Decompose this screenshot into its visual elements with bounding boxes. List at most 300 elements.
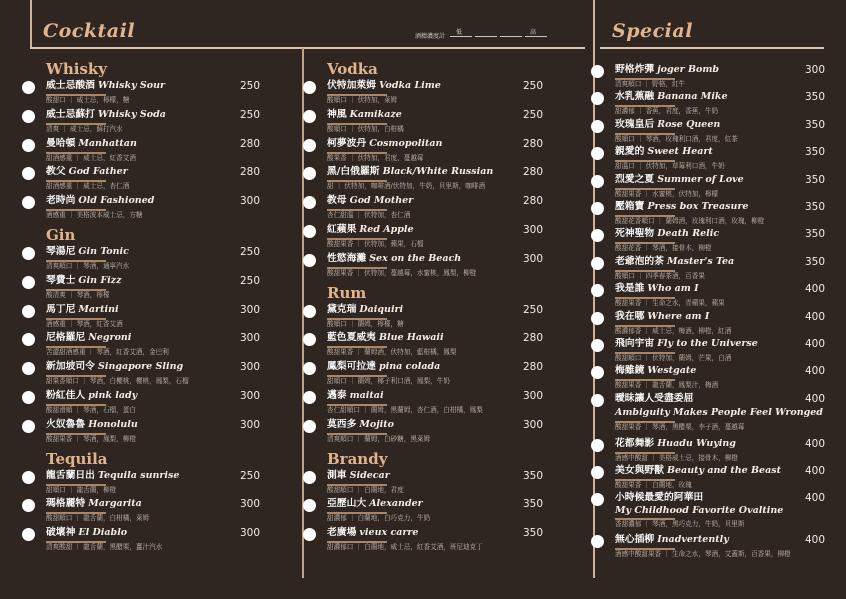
strength-scale-line-1 bbox=[450, 36, 472, 37]
item-name-en: Vodka Lime bbox=[378, 80, 441, 91]
menu-item bbox=[327, 253, 567, 282]
item-price: 400 bbox=[805, 283, 826, 296]
item-name-en: Sweet Heart bbox=[647, 146, 713, 158]
item-desc: 酸甜口 ｜ 威士忌，檸檬，糖 bbox=[46, 96, 130, 104]
item-name-en: Banana Mike bbox=[657, 91, 728, 103]
item-price: 300 bbox=[523, 418, 544, 431]
item-desc: 酸甜順口 ｜ 白蘭地，君度 bbox=[327, 485, 404, 494]
item-name-en: Master's Tea bbox=[666, 255, 735, 267]
item-name-en: Negroni bbox=[88, 332, 132, 344]
item-price: 300 bbox=[523, 252, 544, 265]
menu-item bbox=[327, 109, 567, 138]
menu-item bbox=[615, 465, 845, 492]
bullet-dot bbox=[591, 147, 604, 160]
bullet-dot bbox=[591, 175, 604, 188]
menu-item bbox=[615, 338, 845, 365]
item-name-en: Martini bbox=[78, 303, 119, 315]
item-name-zh: 老廣場 bbox=[327, 527, 357, 539]
item-name-zh: 琴費士 bbox=[46, 274, 76, 286]
menu-item bbox=[46, 80, 286, 109]
bullet-dot bbox=[591, 439, 604, 452]
section-title-whisky: Whisky bbox=[46, 60, 108, 78]
item-name-zh: 威士忌蘇打 bbox=[46, 108, 95, 120]
item-name-en: Rose Queen bbox=[657, 118, 721, 130]
item-desc: 甜順口 ｜ 龍舌蘭，柳橙 bbox=[46, 485, 117, 494]
item-desc: 清爽酸甜 ｜ 龍舌蘭，黑醋栗，薑汁汽水 bbox=[46, 543, 163, 552]
bullet-dot bbox=[591, 65, 604, 78]
bullet-dot bbox=[591, 394, 604, 407]
strength-scale-line-4 bbox=[525, 36, 547, 37]
item-price: 250 bbox=[523, 80, 544, 92]
item-desc: 酸甜果香 ｜ 白蘭地，玫瑰 bbox=[615, 481, 692, 490]
item-name-en: maitai bbox=[349, 389, 384, 401]
item-price: 300 bbox=[240, 389, 261, 402]
item-price: 350 bbox=[805, 228, 826, 241]
bullet-dot bbox=[22, 110, 35, 123]
item-name-zh: 琴湯尼 bbox=[46, 245, 76, 257]
menu-item bbox=[46, 275, 286, 304]
left-vertical-rule bbox=[30, 0, 32, 48]
bullet-dot bbox=[591, 535, 604, 548]
menu-item bbox=[615, 256, 845, 283]
item-desc: 甜酒感重 ｜ 威士忌，紅香艾酒 bbox=[46, 153, 136, 162]
column-whisky-gin-tequila bbox=[46, 60, 286, 556]
menu-item bbox=[46, 332, 286, 361]
item-price: 300 bbox=[240, 527, 261, 540]
item-name-zh: 鳳梨可拉達 bbox=[327, 361, 376, 373]
item-name-zh: 亞歷山大 bbox=[327, 498, 367, 510]
item-desc: 甜濃郁 ｜ 白蘭地，白巧克力，牛奶 bbox=[327, 514, 431, 523]
item-price: 250 bbox=[523, 108, 544, 121]
item-price: 350 bbox=[523, 469, 544, 482]
item-name-en: Who am I bbox=[647, 283, 699, 295]
bullet-dot bbox=[303, 391, 316, 404]
menu-item bbox=[46, 470, 286, 499]
section-brandy bbox=[327, 450, 567, 556]
cocktail-header-rule bbox=[30, 47, 585, 49]
item-price: 350 bbox=[523, 527, 544, 540]
bullet-dot bbox=[303, 499, 316, 512]
bullet-dot bbox=[22, 247, 35, 260]
bullet-dot bbox=[303, 528, 316, 541]
item-name-en: Huadu Wuying bbox=[657, 437, 736, 449]
menu-item bbox=[46, 138, 286, 167]
item-name-zh: 黛克瑞 bbox=[327, 303, 357, 315]
menu-item bbox=[327, 166, 567, 195]
bullet-dot bbox=[22, 305, 35, 318]
bullet-dot bbox=[303, 420, 316, 433]
bullet-dot bbox=[303, 362, 316, 375]
menu-item bbox=[615, 438, 845, 465]
item-name-en: Westgate bbox=[647, 365, 697, 377]
item-name-zh: 壓箱寶 bbox=[615, 200, 645, 212]
item-desc: 甜溫口 ｜ 伏特加，草莓利口酒，牛奶 bbox=[615, 162, 725, 171]
strength-scale-line-3 bbox=[500, 36, 522, 37]
bullet-dot bbox=[22, 333, 35, 346]
item-name-en: Honolulu bbox=[88, 418, 138, 430]
item-desc: 酸甜果香 ｜ 伏特加，蔓越莓，水蜜桃，鳳梨，柳橙 bbox=[327, 268, 477, 277]
menu-item bbox=[615, 119, 845, 146]
item-name-zh: 老爺泡的茶 bbox=[615, 255, 664, 267]
menu-item bbox=[46, 419, 286, 448]
item-desc: 酸甜花香順口 ｜ 蘭姆酒，玫瑰利口酒，玫瑰，柳橙 bbox=[615, 216, 765, 225]
item-name-en: Blue Hawaii bbox=[378, 332, 444, 344]
bullet-dot bbox=[591, 312, 604, 325]
item-desc: 甜濃郁口 ｜ 白蘭地，威士忌，紅香艾酒，班尼迪克丁 bbox=[327, 543, 483, 552]
item-name-en: Beauty and the Beast bbox=[666, 465, 781, 477]
menu-item bbox=[615, 283, 845, 310]
menu-item bbox=[615, 492, 845, 534]
menu-item bbox=[615, 228, 845, 255]
item-desc: 酸甜果香 ｜ 琴酒，黑醋栗，李子酒，蔓越莓 bbox=[615, 422, 745, 431]
menu-item bbox=[327, 390, 567, 419]
item-price: 350 bbox=[805, 200, 826, 213]
item-name-zh: 威士忌酸酒 bbox=[46, 80, 95, 91]
item-desc: 酒感重 ｜ 琴酒，紅香艾酒 bbox=[46, 319, 123, 328]
item-price: 350 bbox=[805, 91, 826, 104]
bullet-dot bbox=[303, 254, 316, 267]
item-price: 400 bbox=[805, 437, 826, 450]
item-desc: 酸甜果香 ｜ 生命之水，青蘋果，蘋果 bbox=[615, 299, 725, 308]
bullet-dot bbox=[22, 139, 35, 152]
special-title: Special bbox=[612, 20, 693, 42]
item-desc: 酸甜果香 ｜ 蘭姆酒，伏特加，藍柑橘，鳳梨 bbox=[327, 348, 457, 357]
item-name-zh: 我在哪 bbox=[615, 310, 645, 322]
item-price: 350 bbox=[805, 173, 826, 186]
menu-item bbox=[615, 201, 845, 228]
item-price: 280 bbox=[523, 137, 544, 150]
item-price: 400 bbox=[805, 465, 826, 478]
item-name-en: joger Bomb bbox=[657, 64, 720, 75]
item-name-en: pina colada bbox=[378, 361, 441, 373]
menu-item bbox=[46, 195, 286, 224]
item-name-zh: 教母 bbox=[327, 195, 347, 207]
item-name-en: Kamikaze bbox=[349, 108, 402, 120]
item-price: 400 bbox=[805, 337, 826, 350]
item-name-zh: 紅蘋果 bbox=[327, 223, 357, 235]
item-name-zh: 破壞神 bbox=[46, 527, 76, 539]
item-name-zh: 火奴魯魯 bbox=[46, 418, 86, 430]
column-special bbox=[615, 64, 845, 562]
item-name-zh: 小時候最愛的阿華田 bbox=[615, 492, 704, 504]
section-title-brandy: Brandy bbox=[327, 449, 388, 468]
item-price: 300 bbox=[240, 195, 261, 208]
section-rum bbox=[327, 284, 567, 448]
item-price: 350 bbox=[523, 498, 544, 511]
item-name-zh: 龍舌蘭日出 bbox=[46, 469, 95, 481]
item-price: 350 bbox=[805, 118, 826, 131]
item-price: 400 bbox=[805, 310, 826, 323]
item-name-en: Sex on the Beach bbox=[369, 252, 462, 264]
menu-item bbox=[327, 80, 567, 109]
item-name-zh: 藍色夏威夷 bbox=[327, 332, 376, 344]
menu-item bbox=[46, 498, 286, 527]
item-desc: 酸順口 ｜ 四季春茶酒，百香果 bbox=[615, 271, 705, 280]
bullet-dot bbox=[591, 339, 604, 352]
item-desc: 酸甜順口 ｜ 伏特加，蘭姆，芒果，白酒 bbox=[615, 353, 732, 362]
bullet-dot bbox=[303, 110, 316, 123]
strength-scale-line-2 bbox=[475, 36, 497, 37]
menu-item bbox=[615, 393, 845, 438]
item-price: 300 bbox=[523, 389, 544, 402]
item-name-en: Singapore Sling bbox=[97, 361, 184, 373]
item-name-en: Gin Fizz bbox=[78, 274, 122, 286]
item-name-en: God Mother bbox=[349, 195, 414, 207]
menu-item bbox=[327, 138, 567, 167]
section-title-gin: Gin bbox=[46, 225, 76, 244]
item-name-zh: 性慾海灘 bbox=[327, 252, 367, 264]
menu-item bbox=[327, 224, 567, 253]
item-name-en: El Diablo bbox=[78, 527, 128, 539]
item-price: 350 bbox=[805, 255, 826, 268]
item-price: 250 bbox=[240, 80, 261, 92]
item-name-zh: 測車 bbox=[327, 469, 347, 481]
item-desc: 杏仁甜順口 ｜ 蘭姆，黑蘭姆，杏仁酒，白柑橘，鳳梨 bbox=[327, 405, 483, 414]
bullet-dot bbox=[591, 284, 604, 297]
bullet-dot bbox=[591, 92, 604, 105]
item-desc: 酸甜果香 ｜ 伏特加，蘋果，石榴 bbox=[327, 239, 424, 248]
item-desc: 酸順口 ｜ 伏特加，萊姆 bbox=[327, 96, 398, 104]
menu-item bbox=[615, 91, 845, 118]
item-name-zh: 尼格羅尼 bbox=[46, 332, 86, 344]
menu-item bbox=[327, 195, 567, 224]
section-title-vodka: Vodka bbox=[327, 60, 378, 78]
item-desc: 清爽順口 ｜ 琴酒，通寧汽水 bbox=[46, 261, 130, 270]
menu-item bbox=[46, 304, 286, 333]
item-name-zh: 老時尚 bbox=[46, 195, 76, 207]
item-desc: 杏仁甜溫 ｜ 伏特加，杏仁酒 bbox=[327, 211, 411, 220]
menu-item bbox=[46, 527, 286, 556]
item-price: 400 bbox=[805, 492, 826, 505]
bullet-dot bbox=[591, 366, 604, 379]
bullet-dot bbox=[591, 257, 604, 270]
item-price: 350 bbox=[805, 146, 826, 159]
item-price: 280 bbox=[523, 361, 544, 374]
bullet-dot bbox=[591, 120, 604, 133]
item-desc: 清爽順口 ｜ 蘭姆，白砂糖，黑萊姆 bbox=[327, 434, 431, 443]
item-price: 280 bbox=[523, 195, 544, 208]
item-name-zh: 飛向宇宙 bbox=[615, 337, 655, 349]
item-name-en: Manhattan bbox=[78, 137, 137, 149]
item-name-zh: 伏特加萊姆 bbox=[327, 80, 376, 91]
item-name-zh: 美女與野獸 bbox=[615, 465, 664, 477]
section-tequila bbox=[46, 450, 286, 556]
bullet-dot bbox=[22, 196, 35, 209]
item-desc: 酒感重 ｜ 美格波本威士忌，方糖 bbox=[46, 211, 143, 220]
item-name-zh: 我是誰 bbox=[615, 283, 645, 295]
item-desc: 酸甜果香 ｜ 龍舌蘭，鳳梨汁，梅酒 bbox=[615, 381, 719, 390]
item-desc: 清爽 ｜ 威士忌，蘇打汽水 bbox=[46, 124, 123, 133]
item-desc: 酸果香 ｜ 伏特加，君度，蔓越莓 bbox=[327, 153, 424, 162]
item-price: 300 bbox=[240, 498, 261, 511]
item-name-en: Alexander bbox=[369, 498, 423, 510]
item-desc: 甜順口 ｜ 蘭姆，椰子利口酒，鳳梨，牛奶 bbox=[327, 377, 450, 386]
section-title-tequila: Tequila bbox=[46, 449, 108, 468]
item-name-en: Old Fashioned bbox=[78, 195, 155, 207]
item-name-en: pink lady bbox=[88, 389, 138, 401]
item-desc: 甜果香順口 ｜ 琴酒，白櫻桃，櫻桃，鳳梨，石榴 bbox=[46, 377, 189, 386]
menu-item bbox=[615, 64, 845, 91]
item-desc: 甜酒感重 ｜ 威士忌，杏仁酒 bbox=[46, 182, 130, 191]
item-desc: 酸清爽 ｜ 琴酒，檸檬 bbox=[46, 290, 110, 299]
item-desc: 苦澀甜酒感重 ｜ 琴酒，紅香艾酒，金巴利 bbox=[46, 348, 169, 357]
item-desc: 酸甜順口 ｜ 龍舌蘭，白柑橘，萊姆 bbox=[46, 514, 150, 523]
item-name-en: Daiquiri bbox=[359, 303, 404, 315]
item-name-zh: 烈愛之夏 bbox=[615, 173, 655, 185]
special-header-rule bbox=[600, 47, 824, 49]
menu-item bbox=[615, 311, 845, 338]
item-name-en: Press box Treasure bbox=[647, 200, 749, 212]
item-price: 250 bbox=[240, 469, 261, 482]
menu-item bbox=[615, 534, 845, 561]
item-price: 280 bbox=[523, 332, 544, 345]
item-price: 280 bbox=[240, 166, 261, 179]
menu-item bbox=[327, 470, 567, 499]
section-title-rum: Rum bbox=[327, 283, 367, 302]
item-name-en: Sidecar bbox=[349, 469, 390, 481]
bullet-dot bbox=[303, 167, 316, 180]
item-name-zh: 柯夢波丹 bbox=[327, 137, 367, 149]
strength-high: 高 bbox=[530, 29, 537, 36]
item-name-en: Gin Tonic bbox=[78, 245, 129, 257]
item-desc: 甜 ｜ 伏特加，咖啡酒/伏特加，牛奶，貝里斯，咖啡酒 bbox=[327, 182, 486, 191]
menu-item bbox=[615, 146, 845, 173]
item-name-zh: 黑/白俄羅斯 bbox=[327, 166, 380, 178]
item-name-zh: 花都舞影 bbox=[615, 437, 655, 449]
bullet-dot bbox=[22, 420, 35, 433]
menu-item bbox=[46, 166, 286, 195]
column-vodka-rum-brandy bbox=[327, 60, 567, 556]
item-price: 250 bbox=[240, 245, 261, 258]
menu-item bbox=[327, 332, 567, 361]
item-desc: 甜濃郁 ｜ 香蕉，君度，香蕉，牛奶 bbox=[615, 107, 719, 116]
item-name-zh: 死神聖物 bbox=[615, 228, 655, 240]
item-name-en: Black/White Russian bbox=[382, 166, 494, 178]
item-price: 400 bbox=[805, 534, 826, 547]
bullet-dot bbox=[22, 528, 35, 541]
item-price: 400 bbox=[805, 365, 826, 378]
menu-item bbox=[615, 365, 845, 392]
item-name-zh: 野格炸彈 bbox=[615, 64, 655, 75]
bullet-dot bbox=[22, 362, 35, 375]
item-desc: 清爽順口 ｜ 野格，紅牛 bbox=[615, 80, 686, 88]
menu-item bbox=[46, 390, 286, 419]
item-name-zh: 水乳蕉融 bbox=[615, 91, 655, 103]
cocktail-title: Cocktail bbox=[43, 20, 136, 42]
item-desc: 酒感中酸甜 ｜ 美格威士忌，接骨木，柳橙 bbox=[615, 453, 738, 462]
item-desc: 酸順口 ｜ 琴酒，玫瑰利口酒，君度，紅茶 bbox=[615, 134, 738, 143]
item-price: 250 bbox=[523, 303, 544, 316]
bullet-dot bbox=[303, 471, 316, 484]
item-name-en: Whisky Sour bbox=[97, 80, 166, 91]
item-price: 300 bbox=[240, 332, 261, 345]
strength-label: 酒精濃度計 bbox=[415, 33, 446, 40]
menu-item bbox=[46, 246, 286, 275]
bullet-dot bbox=[22, 499, 35, 512]
bullet-dot bbox=[303, 81, 316, 94]
item-name-en: My Childhood Favorite Ovaltine bbox=[615, 505, 784, 517]
section-gin bbox=[46, 226, 286, 448]
item-price: 250 bbox=[240, 274, 261, 287]
item-price: 400 bbox=[805, 392, 826, 405]
item-name-en: Ambiguity Makes People Feel Wronged bbox=[615, 406, 823, 418]
menu-item bbox=[327, 361, 567, 390]
item-name-en: Whisky Soda bbox=[97, 108, 166, 120]
menu-item bbox=[327, 304, 567, 333]
bullet-dot bbox=[22, 471, 35, 484]
item-desc: 酸甜花香 ｜ 琴酒，接骨木，柳橙 bbox=[615, 244, 712, 253]
item-name-en: Cosmopolitan bbox=[369, 137, 443, 149]
bullet-dot bbox=[303, 305, 316, 318]
bullet-dot bbox=[22, 391, 35, 404]
item-desc: 酸甜果香 ｜ 琴酒，鳳梨，柳橙 bbox=[46, 434, 136, 443]
menu-item bbox=[46, 109, 286, 138]
item-desc: 酸順口 ｜ 蘭姆，檸檬，糖 bbox=[327, 319, 404, 328]
strength-low: 低 bbox=[456, 29, 463, 36]
menu-item bbox=[615, 174, 845, 201]
item-price: 280 bbox=[523, 166, 544, 179]
item-name-en: vieux carre bbox=[359, 527, 419, 539]
bullet-dot bbox=[591, 493, 604, 506]
bullet-dot bbox=[591, 202, 604, 215]
bullet-dot bbox=[22, 167, 35, 180]
item-name-en: Red Apple bbox=[359, 223, 414, 235]
bullet-dot bbox=[303, 225, 316, 238]
bullet-dot bbox=[303, 139, 316, 152]
bullet-dot bbox=[591, 229, 604, 242]
item-name-en: Mojito bbox=[359, 418, 395, 430]
item-price: 280 bbox=[240, 137, 261, 150]
item-name-en: God Father bbox=[68, 166, 128, 178]
item-name-zh: 瑪格麗特 bbox=[46, 498, 86, 510]
item-desc: 酸濃郁香 ｜ 威士忌，梅酒，柳橙，紅酒 bbox=[615, 326, 732, 335]
item-name-zh: 神風 bbox=[327, 108, 347, 120]
item-desc: 香甜濃郁 ｜ 琴酒，黑巧克力，牛奶，貝里斯 bbox=[615, 520, 745, 529]
item-desc: 酸甜果香 ｜ 水蜜桃，伏特加，檸檬 bbox=[615, 189, 719, 198]
item-price: 250 bbox=[240, 108, 261, 121]
bullet-dot bbox=[303, 333, 316, 346]
item-name-zh: 玫瑰皇后 bbox=[615, 118, 655, 130]
item-name-zh: 邁泰 bbox=[327, 389, 347, 401]
menu-item bbox=[327, 527, 567, 556]
item-price: 300 bbox=[240, 361, 261, 374]
item-price: 300 bbox=[240, 418, 261, 431]
item-price: 300 bbox=[240, 303, 261, 316]
bullet-dot bbox=[303, 196, 316, 209]
section-vodka bbox=[327, 60, 567, 282]
item-name-en: Death Relic bbox=[657, 228, 720, 240]
bullet-dot bbox=[591, 466, 604, 479]
item-name-zh: 莫西多 bbox=[327, 418, 357, 430]
item-name-en: Summer of Love bbox=[657, 173, 744, 185]
item-name-zh: 教父 bbox=[46, 166, 66, 178]
item-price: 300 bbox=[805, 64, 826, 76]
item-name-zh: 新加坡司令 bbox=[46, 361, 95, 373]
item-name-en: Fly to the Universe bbox=[657, 337, 758, 349]
item-desc: 酸甜滑順 ｜ 琴酒，石榴，蛋白 bbox=[46, 405, 136, 414]
item-name-zh: 無心插柳 bbox=[615, 534, 655, 546]
item-name-zh: 馬丁尼 bbox=[46, 303, 76, 315]
item-name-zh: 親愛的 bbox=[615, 146, 645, 158]
section-whisky bbox=[46, 60, 286, 224]
item-name-zh: 粉紅佳人 bbox=[46, 389, 86, 401]
bullet-dot bbox=[22, 81, 35, 94]
menu-item bbox=[327, 498, 567, 527]
menu-item bbox=[46, 361, 286, 390]
item-name-zh: 曼哈頓 bbox=[46, 137, 76, 149]
item-name-zh: 曖昧讓人受盡委屈 bbox=[615, 392, 694, 404]
item-price: 300 bbox=[523, 223, 544, 236]
